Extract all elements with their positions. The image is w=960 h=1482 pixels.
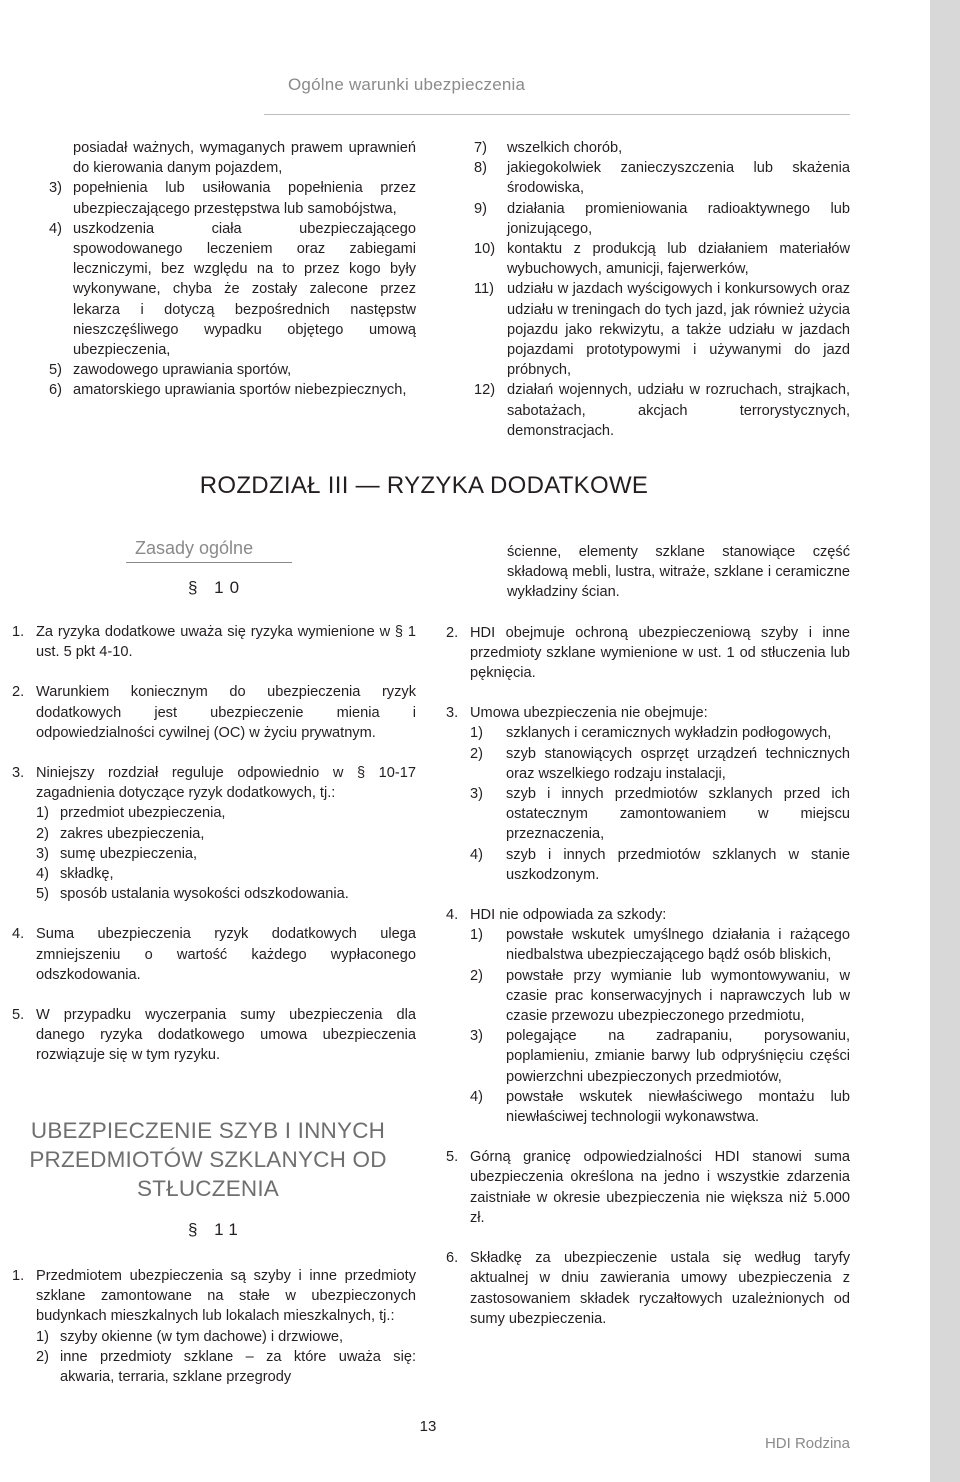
list-number: 2) [36,1348,49,1365]
list-number: 3) [470,1028,483,1045]
list-text: działań wojennych, udziału w rozruchach, strajkach, sabotażach, akcjach terrorystycznych, demonstracjach. [507,382,850,439]
bottom-right-column [446,542,850,1329]
list-text: powstałe przy wymianie lub wymontowywaniu, w czasie prac konserwacyjnych i naprawczych lub w czasie przewozu ubezpieczonego przedmiotu, [506,967,850,1025]
list-number: 1) [36,805,49,822]
list-number: 4) [36,866,49,883]
section-title-line: STŁUCZENIA [136,1176,280,1201]
list-text: szklanych i ceramicznych wykładzin podłogowych, [506,725,832,742]
paragraph-sign: § 11 [188,1220,244,1239]
list-number: 3) [49,180,62,197]
numbered-paragraph [12,1005,416,1066]
list-text: powstałe wskutek niewłaściwego montażu lub niewłaściwej technologii wykonawstwa. [506,1088,850,1126]
numbered-paragraph [446,1147,850,1228]
sub-list-item [446,845,850,885]
list-text: kontaktu z produkcją lub działaniem materiałów wybuchowych, amunicji, fajerwerków, [507,241,850,278]
sub-list-item [446,744,850,784]
list-text: sumę ubezpieczenia, [60,845,198,862]
list-number: 7) [474,140,487,156]
list-text: wszelkich chorób, [507,140,623,156]
footer-brand: HDI Rodzina [764,1435,850,1452]
numbered-paragraph [12,1266,416,1327]
running-header: Ogólne warunki ubezpieczenia [288,75,526,94]
paragraph-number: 2. [446,624,459,641]
section-title-line: UBEZPIECZENIE SZYB I INNYCH [30,1118,386,1143]
list-text: sposób ustalania wysokości odszkodowania. [60,886,349,903]
paragraph-number: 3. [12,765,25,782]
sub-list-item [12,844,416,864]
sub-list-item [12,803,416,823]
list-number: 5) [36,886,49,903]
paragraph-sign: § 10 [188,578,246,597]
list-text: działania promieniowania radioaktywnego lub jonizującego, [507,200,850,237]
list-text: uszkodzenia ciała ubezpieczającego spowodowanego leczeniem oraz zabiegami leczniczymi, bez względu na to przez kogo były wykonywane, chyba że zostały zalecone przez lekarza i dotyczą bezpośrednich następstw nieszczęśliwego wypadku objętego umową ubezpieczenia, [73,220,416,359]
sub-list-item [12,1327,416,1347]
paragraph-number: 5. [446,1149,459,1166]
list-text: powstałe wskutek umyślnego działania i rażącego niedbalstwa ubezpieczającego bądź osób bliskich, [506,927,850,964]
paragraph-text: W przypadku wyczerpania sumy ubezpieczenia dla danego ryzyka dodatkowego umowa ubezpieczenia rozwiązuje się w tym ryzyku. [36,1007,416,1064]
sub-list-item [12,824,416,844]
paragraph: posiadał ważnych, wymaganych prawem uprawnień do kierowania danym pojazdem, [73,140,416,177]
list-number: 3) [36,845,49,862]
sub-list-item [446,1026,850,1087]
numbered-paragraph [12,622,416,662]
top-right-column [474,138,850,441]
top-left-column [49,138,416,401]
list-number: 2) [470,745,483,762]
list-number: 10) [474,241,496,258]
paragraph-number: 2. [12,684,25,701]
paragraph-text: HDI obejmuje ochroną ubezpieczeniową szyby i inne przedmioty szklane wymienione w ust. 1 od stłuczenia lub pęknięcia. [470,624,850,682]
list-number: 9) [474,200,487,217]
paragraph-text: Górną granicę odpowiedzialności HDI stanowi suma ubezpieczenia określona na jedno i wszystkie zdarzenia zaistniałe w okresie ubezpieczenia nie większa niż 5.000 zł. [470,1149,850,1226]
section-11-text [12,1266,416,1387]
numbered-paragraph [12,924,416,985]
section-heading: Zasady ogólne [135,538,254,558]
numbered-paragraph [12,763,416,803]
list-text: amatorskiego uprawiania sportów niebezpiecznych, [73,382,407,399]
list-number: 4) [470,846,483,863]
list-number: 8) [474,160,487,177]
section-title-line: PRZEDMIOTÓW SZKLANYCH OD [29,1147,387,1172]
list-text: przedmiot ubezpieczenia, [60,805,226,822]
sub-list-item [446,784,850,845]
list-text: udziału w jazdach wyścigowych i konkursowych oraz udziału w treningach do tych jazd, jak również użycia pojazdu jako rekwizytu, a także udziału w jazdach pojazdami prototypowymi i używanymi do jazd próbnych, [507,281,850,379]
list-item [49,380,416,400]
paragraph: ścienne, elementy szklane stanowiące część składową mebli, lustra, witraże, szklane i ceramiczne wykładziny ścian. [507,544,850,601]
list-number: 1) [470,927,483,944]
list-item [49,219,416,360]
header-rule [264,114,850,115]
paragraph-number: 4. [446,907,459,924]
list-number: 4) [470,1088,483,1105]
list-item [474,239,850,279]
list-text: zawodowego uprawiania sportów, [73,362,292,379]
paragraph-number: 1. [12,624,25,640]
paragraph-text: HDI nie odpowiada za szkody: [470,907,667,924]
section-title [8,1116,408,1203]
paragraph-text: Niniejszy rozdział reguluje odpowiednio w § 10-17 zagadnienia dotyczące ryzyk dodatkowych, tj.: [36,765,416,802]
sub-list-item [446,723,850,743]
page-edge-strip [930,0,960,1482]
paragraph-number: 5. [12,1007,25,1024]
sub-list-item [446,966,850,1027]
list-number: 3) [470,786,483,803]
list-text: popełnienia lub usiłowania popełnienia przez ubezpieczającego przestępstwa lub samobójstwa, [73,180,416,217]
list-number: 1) [470,725,483,742]
paragraph-number: 1. [12,1268,25,1284]
list-number: 12) [474,382,496,399]
paragraph-text: Warunkiem koniecznym do ubezpieczenia ryzyk dodatkowych jest ubezpieczenie mienia i odpowiedzialności cywilnej (OC) w życiu prywatnym. [36,684,416,741]
numbered-paragraph [12,682,416,743]
paragraph-number: 6. [446,1250,459,1267]
list-text: składkę, [60,866,114,883]
paragraph-text: Za ryzyka dodatkowe uważa się ryzyka wymienione w § 1 ust. 5 pkt 4-10. [36,624,416,661]
list-text: szyb stanowiących osprzęt urządzeń technicznych oraz wszelkiego rodzaju instalacji, [506,745,850,782]
sub-list-item [12,864,416,884]
list-item [474,199,850,239]
numbered-paragraph [446,703,850,723]
bottom-left-column [12,622,416,1066]
list-number: 11) [474,281,495,298]
list-number: 5) [49,362,62,379]
list-number: 4) [49,220,62,237]
paragraph-text: Umowa ubezpieczenia nie obejmuje: [470,705,708,722]
list-text: inne przedmioty szklane – za które uważa się: akwaria, terraria, szklane przegrody [60,1348,416,1386]
list-text: polegające na zadrapaniu, porysowaniu, poplamieniu, zmianie barwy lub odpryśnięciu części powierzchni ubezpieczonych przedmiotów, [506,1028,850,1085]
list-item [49,178,416,218]
list-text: szyb i innych przedmiotów szklanych w stanie uszkodzonym. [506,846,850,883]
paragraph-text: Składkę za ubezpieczenie ustala się według taryfy aktualnej w dniu zawierania umowy ubezpieczenia z zastosowaniem składek ryczałtowych uzależnionych od sumy ubezpieczenia. [470,1250,850,1327]
chapter-title: ROZDZIAŁ III — RYZYKA DODATKOWE [199,472,649,499]
list-item [474,138,850,158]
section-heading-rule [126,562,292,563]
numbered-paragraph [446,905,850,925]
sub-list-item [446,1087,850,1127]
page-number: 13 [419,1418,437,1435]
list-item [474,279,850,380]
sub-list-item [12,1347,416,1387]
list-item [474,380,850,441]
list-item [49,360,416,380]
list-text: jakiegokolwiek zanieczyszczenia lub skażenia środowiska, [507,160,850,197]
list-text: szyb i innych przedmiotów szklanych przed ich ostatecznym zamontowaniem w miejscu przeznaczenia, [506,786,850,843]
sub-list-item [12,884,416,904]
list-number: 2) [470,967,483,984]
numbered-paragraph [446,1248,850,1329]
paragraph-text: Przedmiotem ubezpieczenia są szyby i inne przedmioty szklane zamontowane na stałe w ubezpieczonych budynkach mieszkalnych lub lokalach mieszkalnych, tj.: [36,1268,416,1325]
list-number: 6) [49,382,62,399]
list-number: 2) [36,825,49,842]
paragraph-number: 3. [446,705,459,722]
numbered-paragraph [446,623,850,684]
list-text: szyby okienne (w tym dachowe) i drzwiowe, [60,1328,344,1345]
paragraph-text: Suma ubezpieczenia ryzyk dodatkowych ulega zmniejszeniu o wartość każdego wypłaconego odszkodowania. [36,926,416,983]
sub-list-item [446,925,850,965]
paragraph-number: 4. [12,926,25,943]
list-item [474,158,850,198]
list-number: 1) [36,1328,49,1345]
list-text: zakres ubezpieczenia, [60,825,205,842]
